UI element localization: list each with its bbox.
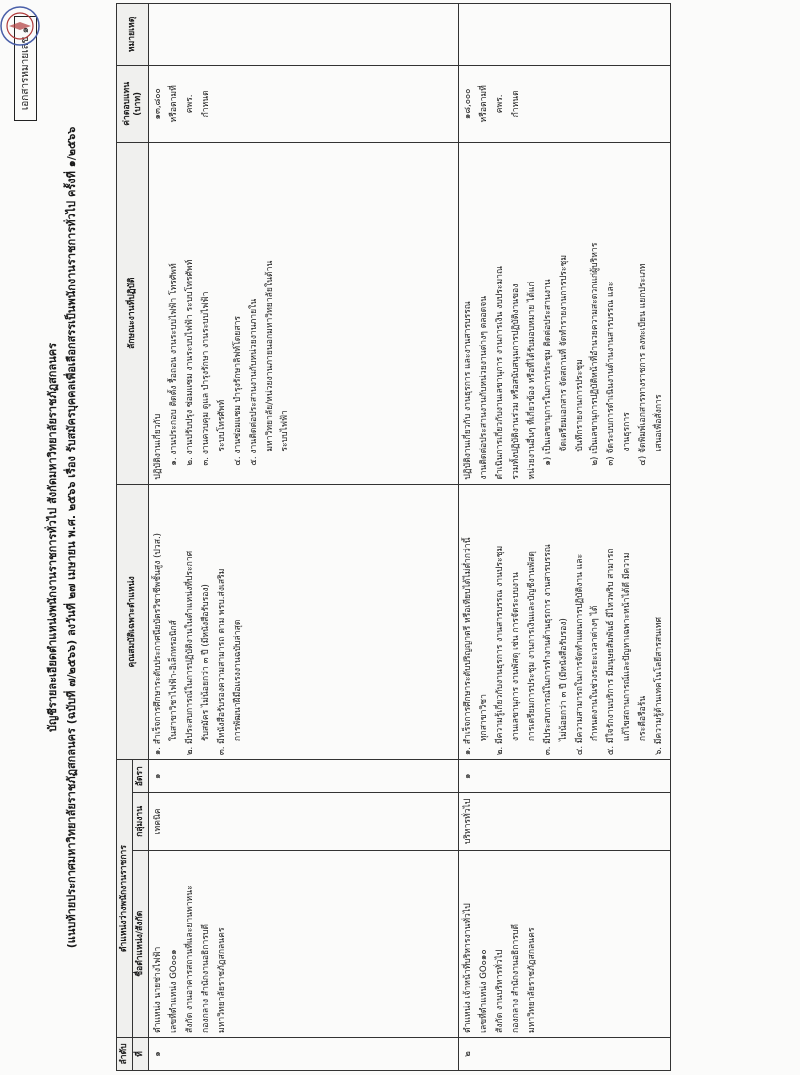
row-work-group: บริหารทั่วไป [459, 793, 671, 850]
row-compensation: ๑๘,๐๐๐ หรือตามที่ คพร. กำหนด [459, 65, 671, 142]
row-no: ๒ [459, 1037, 671, 1070]
table-row [459, 4, 671, 1071]
row-no: ๑ [149, 1037, 459, 1070]
university-seal-icon [0, 4, 42, 48]
header-compensation: ค่าตอบแทน (บาท) [117, 65, 149, 142]
row-position: ตำแหน่ง นายช่างไฟฟ้า เลขที่ตำแหน่ง GO๐๐๑ สังกัด งานอาคารสถานที่และยานพาหนะ กองกลาง สำนักงานอธิการบดี มหาวิทยาลัยราชภัฏสกลนคร [149, 850, 459, 1037]
row-remark [459, 4, 671, 66]
header-no: ลำดับ [117, 1037, 133, 1070]
title-line-1: บัญชีรายละเอียดตำแหน่งพนักงานราชการทั่วไป สังกัดมหาวิทยาลัยราชภัฏสกลนคร [46, 343, 59, 732]
header-position-name: ชื่อตำแหน่ง/สังกัด [133, 850, 149, 1037]
header-work-group: กลุ่มงาน [133, 793, 149, 850]
row-position: ตำแหน่ง เจ้าหน้าที่บริหารงานทั่วไป เลขที่ตำแหน่ง GO๐๑๐ สังกัด งานบริหารทั่วไป กองกลาง สำนักงานอธิการบดี มหาวิทยาลัยราชภัฏสกลนคร [459, 850, 671, 1037]
header-rate: อัตรา [133, 760, 149, 793]
header-no-bottom: ที่ [133, 1037, 149, 1070]
header-qualification: คุณสมบัติเฉพาะตำแหน่ง [117, 484, 149, 760]
position-table [116, 3, 671, 1071]
row-duties: ปฏิบัติงานเกี่ยวกับ ๑. งานประกอบ ติดตั้ง รื้อถอน งานระบบไฟฟ้า โทรศัพท์ ๒. งานปรับปรุง ซ่อมแซม งานระบบไฟฟ้า ระบบโทรศัพท์ ๓. งานควบคุม ดูแล บำรุงรักษา งานระบบไฟฟ้า ระบบโทรศัพท์ ๔. งานซ่อมแซม บำรุงรักษาลิฟท์โดยสาร ๕. งานติดต่อประสานงานกับหน่วยงานภายใน มหาวิทยาลัย/หน่วยงานภายนอกมหาวิทยาลัยในด้าน ระบบไฟฟ้า [149, 142, 459, 484]
row-qualification: ๑. สำเร็จการศึกษาระดับประกาศนียบัตรวิชาชีพชั้นสูง (ปวส.) ในสาขาวิชาไฟฟ้า-อิเล็กทรอนิกส์ ๒. มีประสบการณ์ในการปฏิบัติงานในตำแหน่งที่ประกาศ รับสมัคร ไม่น้อยกว่า ๓ ปี (มีหนังสือรับรอง) ๓. มีหนังสือรับรองความสามารถ ตาม พรบ.ส่งเสริม การพัฒนาฝีมือแรงงานฉบับล่าสุด [149, 484, 459, 760]
title-line-2: (แนบท้ายประกาศมหาวิทยาลัยราชภัฏสกลนคร (ฉบับที่ ๗/๒๕๖๖) ลงวันที่ ๒๗ เมษายน พ.ศ. ๒๕๖๖ เรื่อง รับสมัครบุคคลเพื่อเลือกสรรเป็นพนักงานราชการทั่วไป ครั้งที่ ๑/๒๕๖๖ [65, 126, 78, 949]
row-duties: ปฏิบัติงานเกี่ยวกับ งานธุรการ และงานสารบรรณ งานติดต่อประสานงานกับหน่วยงานต่างๆ ตลอดจน ดำเนินการเกี่ยวกับงานเลขานุการ งานการเงิน งบประมาณ รวมทั้งปฏิบัติงานร่วม หรือสนับสนุนการปฏิบัติงานของ หน่วยงานอื่นๆ ที่เกี่ยวข้อง หรือที่ได้รับมอบหมาย ได้แก่ ๑) เป็นเลขานุการในการประชุม ติดต่อประสานงาน จัดเตรียมเอกสาร จัดสถานที่ จัดทำรายงานการประชุม บันทึกรายงานการประชุม ๒) เป็นเลขานุการปฏิบัติหน้าที่อำนวยความสะดวกแก่ผู้บริหาร ๓) จัดระบบการดำเนินงานด้านงานสารบรรณ และ งานธุรการ ๔) จัดพิมพ์เอกสารทางราชการ ลงทะเบียน แยกประเภท เสนอเพื่อสั่งการ [459, 142, 671, 484]
header-duties: ลักษณะงานที่ปฏิบัติ [117, 142, 149, 484]
row-compensation: ๑๓,๘๐๐ หรือตามที่ คพร. กำหนด [149, 65, 459, 142]
header-position-group: ตำแหน่งว่างพนักงานราชการ [117, 760, 133, 1038]
table-row [149, 4, 459, 1071]
row-remark [149, 4, 459, 66]
row-qualification: ๑. สำเร็จการศึกษาระดับปริญญาตรี หรือเทียบได้ไม่ต่ำกว่านี้ ทุกสาขาวิชา ๒. มีความรู้เกี่ยวกับงานธุรการ งานสารบรรณ งานประชุม งานเลขานุการ งานพัสดุ เช่น การจัดระบบงาน การเตรียมการประชุม งานการเงินและบัญชีงานพัสดุ ๓. มีประสบการณ์ในการทำงานด้านธุรการ งานสารบรรณ ไม่น้อยกว่า ๓ ปี (มีหนังสือรับรอง) ๔. มีความสามารถในการจัดทำแผนการปฏิบัติงาน และ กำหนดงานในช่วงระยะเวลาต่างๆ ได้ ๕. มีใจรักงานบริการ มีมนุษยสัมพันธ์ มีไหวพริบ สามารถ แก้ไขสถานการณ์และปัญหาเฉพาะหน้าได้ดี มีความ กระตือรือร้น ๖. มีความรู้ด้านเทคโนโลยีสารสนเทศ [459, 484, 671, 760]
header-remark: หมายเหตุ [117, 4, 149, 66]
document-tag: เอกสารหมายเลข ๑ [14, 16, 37, 121]
row-work-group: เทคนิค [149, 793, 459, 850]
row-rate: ๑ [149, 760, 459, 793]
row-rate: ๑ [459, 760, 671, 793]
